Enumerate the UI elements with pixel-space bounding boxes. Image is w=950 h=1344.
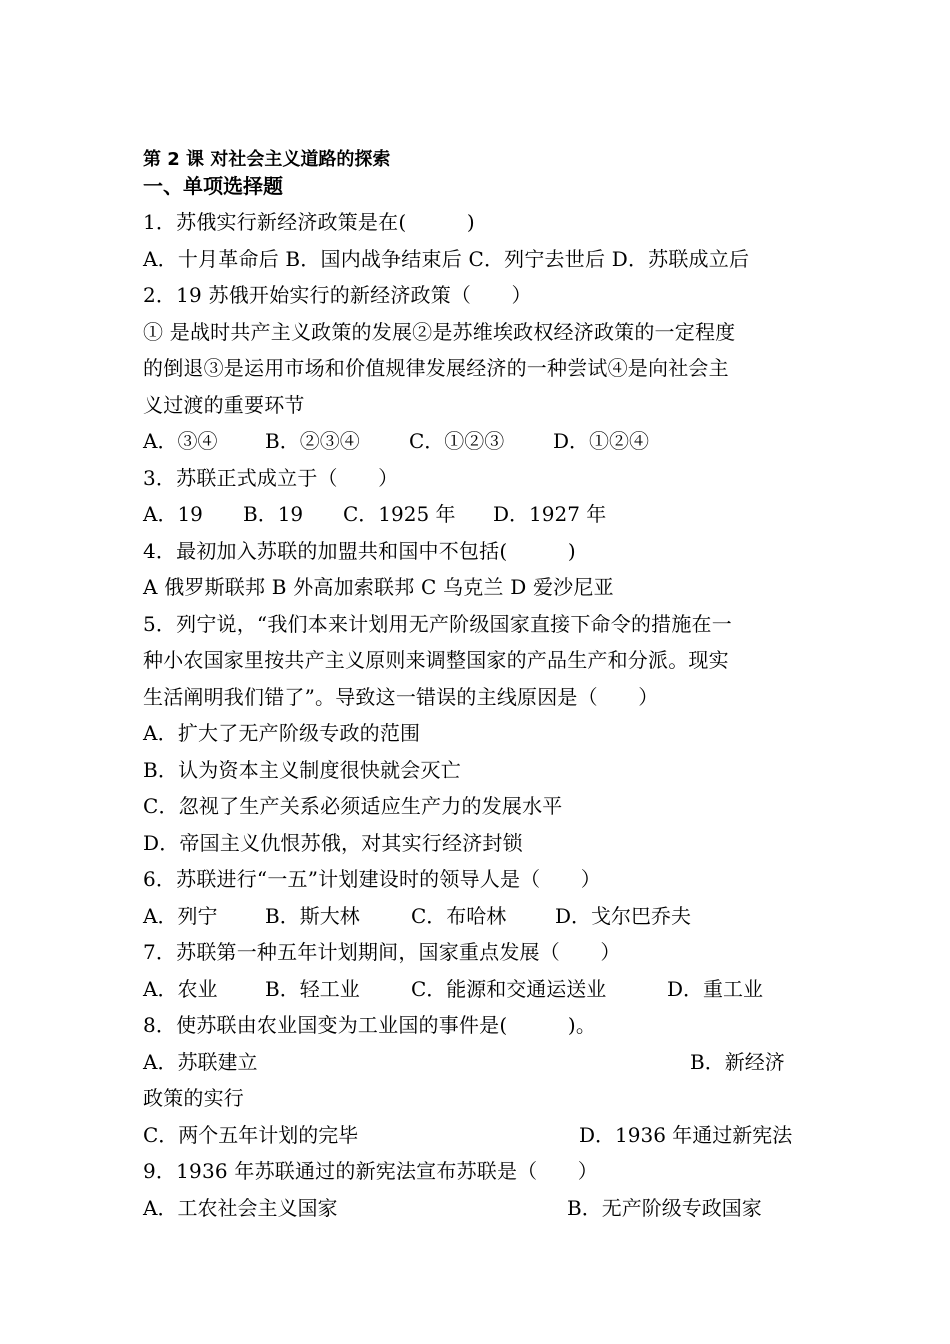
question-8-options: [143, 1044, 813, 1081]
question-5-option-b: B．认为资本主义制度很快就会灭亡: [143, 757, 461, 782]
question-7: 7．苏联第一种五年计划期间，国家重点发展（ ）: [143, 940, 621, 964]
question-6: 6．苏联进行“一五”计划建设时的领导人是（ ）: [143, 867, 601, 891]
option-d: D．①②④: [553, 429, 650, 453]
question-7-options: [143, 971, 813, 1008]
question-5-option-c: C．忽视了生产关系必须适应生产力的发展水平: [143, 794, 563, 818]
option-a: A．列宁: [143, 903, 218, 928]
option-a: A．③④: [143, 429, 218, 453]
question-8-options: [143, 1117, 813, 1154]
question-9-options: [143, 1190, 813, 1227]
question-3: 3．苏联正式成立于（ ）: [143, 465, 399, 490]
option-a: A．19: [143, 502, 203, 526]
question-4-options: A 俄罗斯联邦 B 外高加索联邦 C 乌克兰 D 爱沙尼亚: [143, 575, 614, 599]
option-c: C．布哈林: [411, 903, 507, 928]
document-page: [143, 148, 813, 1226]
option-b: B．斯大林: [265, 903, 360, 928]
lesson-title: 第 2 课 对社会主义道路的探索: [143, 149, 391, 170]
question-2-options: [143, 423, 813, 460]
question-1: 1．苏俄实行新经济政策是在( ): [143, 210, 475, 234]
option-b: B．轻工业: [265, 976, 360, 1001]
option-b: B．19: [243, 502, 304, 526]
option-d: D．重工业: [667, 976, 764, 1001]
option-c: C．①②③: [409, 429, 505, 453]
question-8-option-b-continued: 政策的实行: [143, 1086, 244, 1110]
question-5-option-a: A．扩大了无产阶级专政的范围: [143, 721, 421, 745]
option-c: C．两个五年计划的完毕: [143, 1122, 359, 1147]
question-5-option-d: D．帝国主义仇恨苏俄，对其实行经济封锁: [143, 830, 523, 855]
option-a: A．农业: [143, 976, 218, 1001]
section-heading: 一、单项选择题: [143, 174, 283, 198]
option-a: A．工农社会主义国家: [143, 1195, 338, 1220]
question-2-statement: ① 是战时共产主义政策的发展②是苏维埃政权经济政策的一定程度: [143, 319, 736, 344]
option-d: D．戈尔巴乔夫: [555, 903, 692, 928]
option-b: B．无产阶级专政国家: [567, 1195, 762, 1220]
question-1-options: A．十月革命后 B．国内战争结束后 C．列宁去世后 D．苏联成立后: [143, 246, 750, 271]
question-5: 5．列宁说，“我们本来计划用无产阶级国家直接下命令的措施在一: [143, 611, 732, 636]
question-5: 种小农国家里按共产主义原则来调整国家的产品生产和分派。现实: [143, 648, 729, 672]
option-a: A．苏联建立: [143, 1049, 258, 1074]
question-5: 生活阐明我们错了”。导致这一错误的主线原因是（ ）: [143, 684, 659, 709]
question-6-options: [143, 898, 813, 935]
question-4: 4．最初加入苏联的加盟共和国中不包括( ): [143, 538, 576, 563]
question-8: 8．使苏联由农业国变为工业国的事件是( )。: [143, 1013, 597, 1037]
question-2-statement: 的倒退③是运用市场和价值规律发展经济的一种尝试④是向社会主: [143, 356, 729, 380]
option-c: C．能源和交通运送业: [411, 976, 607, 1001]
question-2: 2．19 苏俄开始实行的新经济政策（ ）: [143, 283, 532, 307]
question-2-statement: 义过渡的重要环节: [143, 392, 305, 417]
option-c: C．1925 年: [343, 502, 456, 526]
option-d: D．1927 年: [493, 502, 607, 526]
question-9: 9．1936 年苏联通过的新宪法宣布苏联是（ ）: [143, 1159, 598, 1183]
option-b: B．新经济: [690, 1049, 785, 1074]
option-d: D．1936 年通过新宪法: [579, 1122, 793, 1147]
question-3-options: [143, 496, 813, 533]
option-b: B．②③④: [265, 429, 360, 453]
